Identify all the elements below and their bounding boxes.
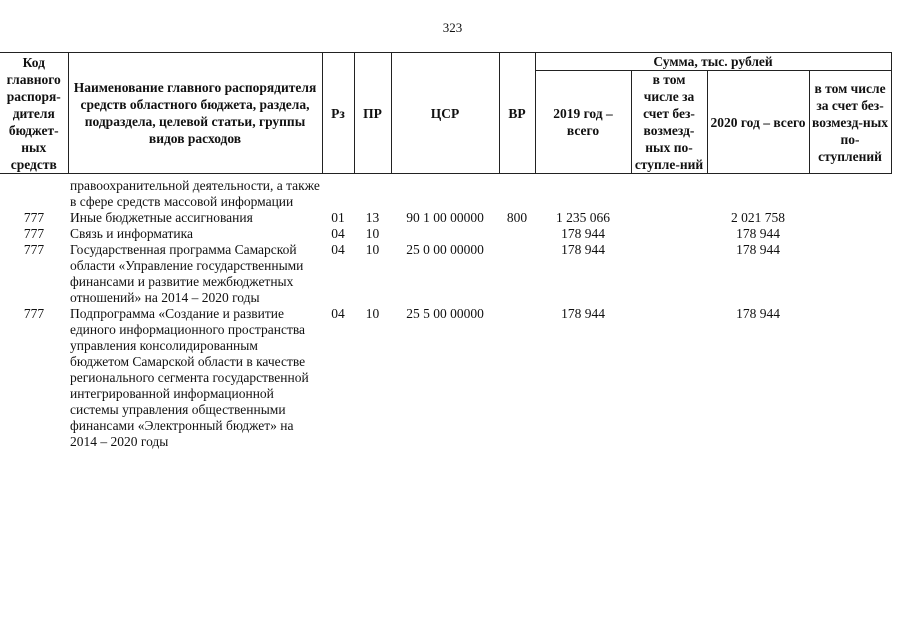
row-name: Иные бюджетные ассигнования <box>70 210 253 225</box>
row-sum-2020: 178 944 <box>736 306 780 321</box>
row-code <box>0 178 68 210</box>
row-vr <box>499 178 535 210</box>
header-2019-grants: в том числе за счет без-возмезд-ных по-ступле-ний <box>631 71 707 174</box>
row-code: 777 <box>23 226 45 241</box>
row-rz: 04 <box>331 306 345 321</box>
row-grants-2019 <box>631 242 707 306</box>
row-grants-2020 <box>809 226 891 242</box>
row-csr: 25 5 00 00000 <box>406 306 484 321</box>
row-pr: 13 <box>365 210 380 225</box>
row-name: Подпрограмма «Создание и развитие единого информационного пространства управления консолидированным бюджетом Самарской области в качестве регионального сегмента государственной интегрированной информационной системы управления общественными финансами «Электронный бюджет» на 2014 – 2020 годы <box>70 306 309 449</box>
row-sum-2020 <box>707 178 809 210</box>
row-name: правоохранительной деятельности, а также в сфере средств массовой информации <box>70 178 320 209</box>
table-row <box>0 210 891 226</box>
row-csr: 90 1 00 00000 <box>406 210 484 225</box>
row-rz: 04 <box>331 226 345 241</box>
header-csr: ЦСР <box>391 53 499 174</box>
row-code: 777 <box>23 210 45 225</box>
header-2019-total: 2019 год – всего <box>535 71 631 174</box>
row-grants-2019 <box>631 306 707 450</box>
header-vr: ВР <box>499 53 535 174</box>
row-grants-2019 <box>631 178 707 210</box>
row-grants-2019 <box>631 226 707 242</box>
row-code: 777 <box>23 242 45 257</box>
row-sum-2019 <box>535 178 631 210</box>
row-vr <box>499 242 535 306</box>
row-grants-2020 <box>809 306 891 450</box>
row-grants-2020 <box>809 210 891 226</box>
row-code: 777 <box>23 306 45 321</box>
header-name: Наименование главного распорядителя средств областного бюджета, раздела, подраздела, целевой статьи, группы видов расходов <box>68 53 322 174</box>
row-rz <box>322 178 354 210</box>
row-sum-2020: 178 944 <box>736 226 780 241</box>
row-pr <box>354 178 391 210</box>
row-sum-2019: 1 235 066 <box>556 210 610 225</box>
row-rz: 04 <box>331 242 345 257</box>
row-csr <box>391 178 499 210</box>
table-row <box>0 242 891 306</box>
page-number: 323 <box>442 20 463 35</box>
row-vr <box>499 306 535 450</box>
header-rz: Рз <box>322 53 354 174</box>
row-name: Государственная программа Самарской области «Управление государственными финансами и развитие межбюджетных отношений» на 2014 – 2020 годы <box>70 242 304 305</box>
row-grants-2019 <box>631 210 707 226</box>
table-row <box>0 226 891 242</box>
row-vr <box>499 226 535 242</box>
budget-table <box>0 52 892 450</box>
row-pr: 10 <box>365 226 380 241</box>
header-pr: ПР <box>354 53 391 174</box>
row-sum-2020: 2 021 758 <box>731 210 785 225</box>
row-name: Связь и информатика <box>70 226 193 241</box>
header-2020-total: 2020 год – всего <box>707 71 809 174</box>
row-grants-2020 <box>809 242 891 306</box>
row-pr: 10 <box>365 242 380 257</box>
row-rz: 01 <box>331 210 345 225</box>
row-sum-2019: 178 944 <box>561 306 605 321</box>
row-vr: 800 <box>506 210 528 225</box>
row-pr: 10 <box>365 306 380 321</box>
row-csr <box>391 226 499 242</box>
row-csr: 25 0 00 00000 <box>406 242 484 257</box>
table-header <box>0 53 891 174</box>
header-sum-group: Сумма, тыс. рублей <box>535 53 891 71</box>
table-row <box>0 178 891 210</box>
row-grants-2020 <box>809 178 891 210</box>
row-sum-2020: 178 944 <box>736 242 780 257</box>
table-body <box>0 174 891 451</box>
row-sum-2019: 178 944 <box>561 242 605 257</box>
header-code: Код главного распоря-дителя бюджет-ных средств <box>0 53 68 174</box>
header-2020-grants: в том числе за счет без-возмезд-ных по-ступлений <box>809 71 891 174</box>
table-row <box>0 306 891 450</box>
row-sum-2019: 178 944 <box>561 226 605 241</box>
